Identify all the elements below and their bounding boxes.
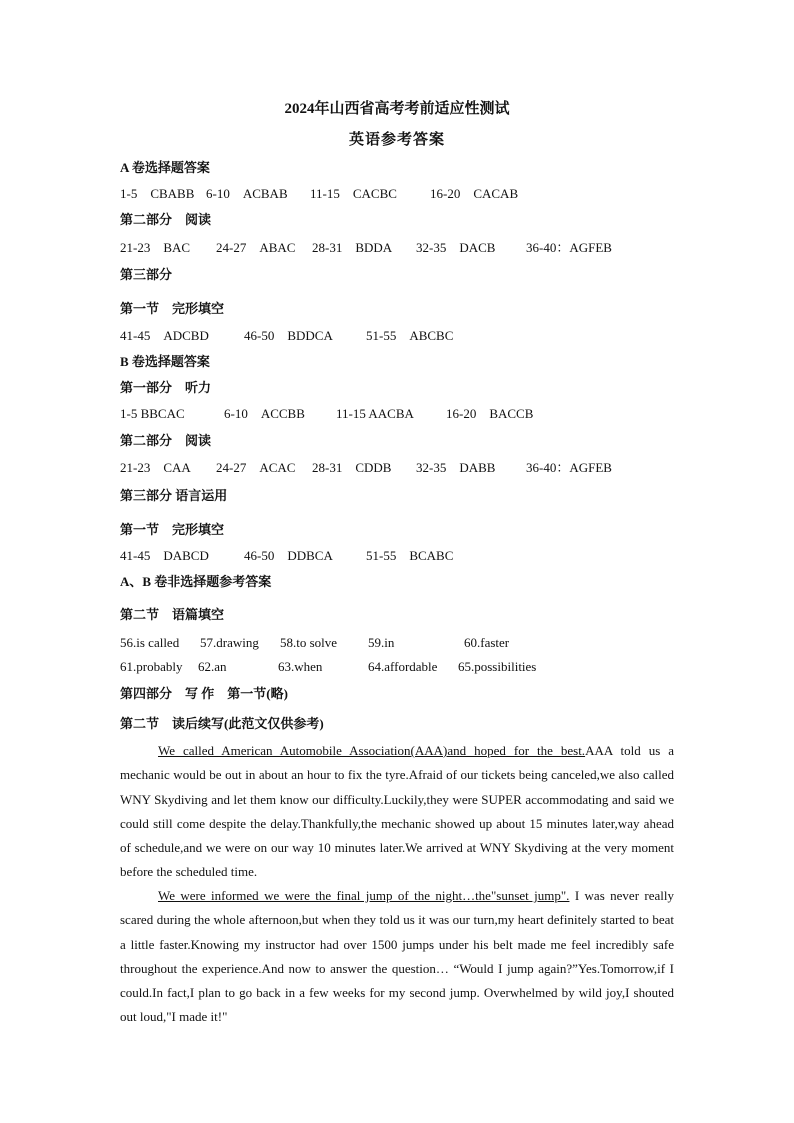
fill-answer: 57.drawing [200, 635, 259, 650]
answer-group: 21-23 BAC [120, 240, 191, 255]
answer-group: 51-55 ABCBC [366, 328, 454, 343]
fill-answer: 59.in [368, 635, 395, 650]
writing-heading: 第四部分 写 作 第一节(略) [120, 686, 288, 701]
answer-group: 1-5 CBABB [120, 186, 195, 201]
volume-a-reading-answers [120, 240, 612, 256]
answer-group: 32-35 DABB [416, 460, 496, 475]
answer-group: 46-50 BDDCA [244, 328, 333, 343]
volume-a-part3-heading: 第三部分 [120, 267, 173, 282]
answer-group: 24-27 ACAC [216, 460, 296, 475]
answer-group: 6-10 ACBAB [206, 186, 288, 201]
volume-b-heading: B 卷选择题答案 [120, 354, 210, 369]
answer-group: 36-40：AGFEB [526, 240, 612, 255]
volume-b-part3-heading: 第三部分 语言运用 [120, 488, 228, 503]
answer-group: 16-20 CACAB [430, 186, 519, 201]
volume-b-listening-heading: 第一部分 听力 [120, 380, 212, 395]
fill-answer: 56.is called [120, 635, 180, 650]
volume-a-heading: A 卷选择题答案 [120, 160, 210, 175]
answer-group: 32-35 DACB [416, 240, 496, 255]
fill-answer: 64.affordable [368, 659, 438, 674]
volume-a-reading-heading: 第二部分 阅读 [120, 212, 212, 227]
answer-group: 28-31 CDDB [312, 460, 392, 475]
non-choice-heading: A、B 卷非选择题参考答案 [120, 574, 272, 589]
volume-b-reading-answers [120, 460, 612, 476]
volume-b-listening-answers [120, 406, 533, 422]
continuation-heading: 第二节 读后续写(此范文仅供参考) [120, 716, 324, 731]
grammar-fill-heading: 第二节 语篇填空 [120, 607, 225, 622]
answer-group: 21-23 CAA [120, 460, 191, 475]
answer-group: 41-45 ADCBD [120, 328, 209, 343]
doc-subtitle: 英语参考答案 [348, 132, 445, 148]
volume-b-cloze-answers [120, 548, 453, 564]
answer-group: 1-5 BBCAC [120, 406, 185, 421]
fill-answer: 63.when [278, 659, 323, 674]
answer-group: 28-31 BDDA [312, 240, 393, 255]
underlined-opening: We were informed we were the final jump of the night…the"sunset jump". [158, 888, 570, 903]
underlined-opening: We called American Automobile Association(AAA)and hoped for the best. [158, 743, 586, 758]
volume-b-cloze-heading: 第一节 完形填空 [120, 522, 225, 537]
volume-a-cloze-heading: 第一节 完形填空 [120, 301, 225, 316]
answer-group: 46-50 DDBCA [244, 548, 333, 563]
answer-group: 16-20 BACCB [446, 406, 534, 421]
answer-group: 11-15 CACBC [310, 186, 397, 201]
fill-answer: 60.faster [464, 635, 510, 650]
answer-group: 41-45 DABCD [120, 548, 209, 563]
volume-a-cloze-answers [120, 328, 453, 344]
paragraph-text: AAA told us a mechanic would be out in about an hour to fix the tyre.Afraid of our tickets being canceled,we also called WNY Skydiving and let them know our difficulty.Luckily,they were SUPER accommodating and said we could still come despite the delay.Thankfully,the mechanic showed up about 15 minutes later,way ahead of schedule,and we were on our way 10 minutes later.We arrived at WNY Skydiving at the very moment before the scheduled time. [120, 743, 675, 880]
answer-group: 11-15 AACBA [336, 406, 414, 421]
grammar-fill-row-2 [120, 659, 536, 675]
answer-group: 6-10 ACCBB [224, 406, 305, 421]
grammar-fill-row-1 [120, 635, 509, 651]
fill-answer: 62.an [198, 659, 227, 674]
fill-answer: 61.probably [120, 659, 183, 674]
fill-answer: 58.to solve [280, 635, 338, 650]
fill-answer: 65.possibilities [458, 659, 537, 674]
answer-group: 24-27 ABAC [216, 240, 296, 255]
volume-a-listening-answers [120, 186, 518, 202]
paragraph-text: I was never really scared during the whole afternoon,but when they told us it was our turn,my heart definitely started to beat a little faster.Knowing my instructor had over 1500 jumps under his belt made me feel incredibly safe throughout the experience.And now to answer the question… “Would I jump again?”Yes.Tomorrow,if I could.In fact,I plan to go back in a few weeks for my second jump. Overwhelmed by wild joy,I shouted out loud,"I made it!" [120, 888, 675, 1025]
answer-group: 36-40：AGFEB [526, 460, 612, 475]
essay-paragraph-1 [120, 739, 674, 885]
volume-b-reading-heading: 第二部分 阅读 [120, 433, 212, 448]
answer-group: 51-55 BCABC [366, 548, 454, 563]
essay-paragraph-2 [120, 884, 674, 1030]
doc-title: 2024年山西省高考考前适应性测试 [284, 101, 510, 117]
